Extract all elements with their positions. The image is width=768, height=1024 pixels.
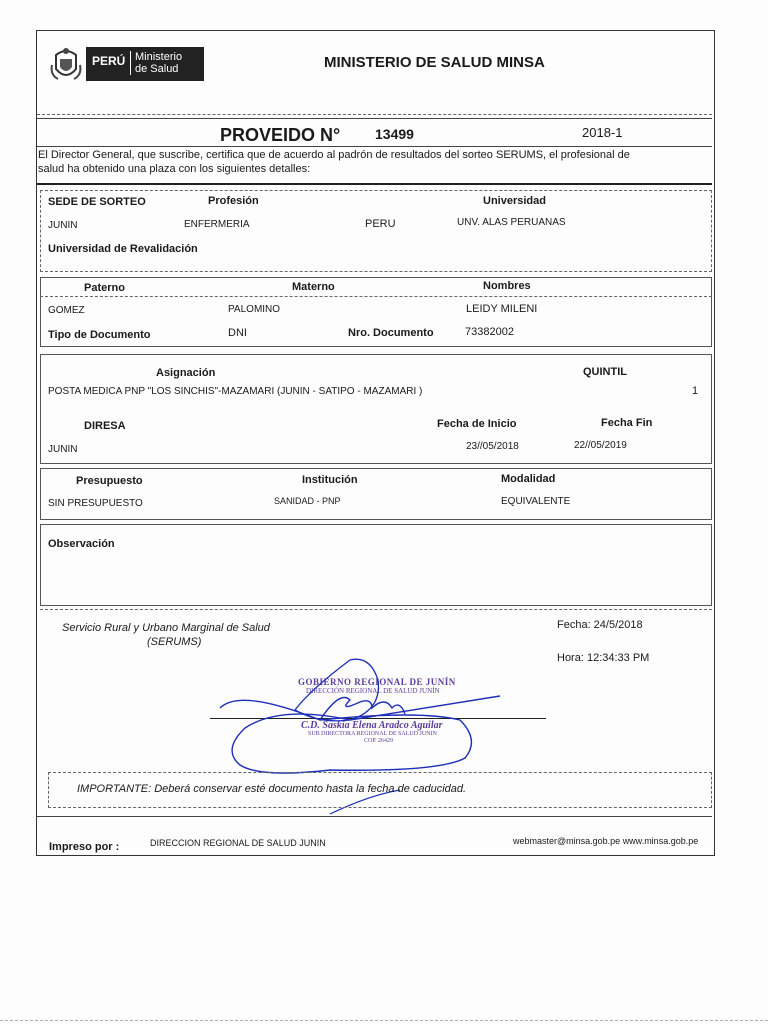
logo-country: PERÚ [92, 54, 126, 68]
universidad-value: UNV. ALAS PERUANAS [457, 217, 566, 228]
issue-date: Fecha: 24/5/2018 [557, 619, 643, 631]
materno-label: Materno [292, 281, 335, 293]
proveido-label: PROVEIDO N° [220, 125, 341, 145]
logo-ministry: Ministerio de Salud [135, 51, 183, 75]
signer-cop: COP. 26429 [364, 738, 394, 744]
proveido-period: 2018-1 [582, 125, 623, 140]
paterno-label: Paterno [84, 282, 125, 294]
intro-line-1: El Director General, que suscribe, certifica que de acuerdo al padrón de resultados del sorteo SERUMS, el profesional de [38, 149, 630, 161]
importante-note: IMPORTANTE: Deberá conservar esté documento hasta la fecha de caducidad. [77, 783, 467, 795]
pais-value: PERU [365, 218, 396, 230]
fecha-inicio-label: Fecha de Inicio [437, 418, 517, 430]
serums-line-1: Servicio Rural y Urbano Marginal de Salud [62, 622, 270, 634]
fecha-fin-label: Fecha Fin [601, 417, 653, 429]
intro-line-2: salud ha obtenido una plaza con los siguientes detalles: [38, 163, 311, 175]
issue-time: Hora: 12:34:33 PM [557, 652, 650, 664]
impreso-value: DIRECCION REGIONAL DE SALUD JUNIN [150, 838, 326, 848]
nombres-value: LEIDY MILENI [466, 303, 538, 315]
stamp-line-2: DIRECCIÓN REGIONAL DE SALUD JUNÍN [306, 687, 440, 695]
revalidacion-label: Universidad de Revalidación [48, 243, 198, 255]
diresa-value: JUNIN [48, 444, 78, 455]
profesion-label: Profesión [208, 195, 259, 207]
page-title: MINISTERIO DE SALUD MINSA [324, 54, 545, 71]
sede-label: SEDE DE SORTEO [48, 196, 146, 208]
institucion-value: SANIDAD - PNP [274, 496, 341, 506]
asignacion-label: Asignación [156, 367, 216, 379]
modalidad-value: EQUIVALENTE [501, 496, 571, 507]
materno-value: PALOMINO [228, 304, 281, 315]
presupuesto-label: Presupuesto [76, 475, 143, 487]
signer-name: C.D. Saskia Elena Aradco Aguilar [301, 720, 443, 731]
proveido-number: 13499 [375, 126, 414, 142]
profesion-value: ENFERMERIA [184, 219, 250, 230]
fecha-inicio-value: 23//05/2018 [466, 441, 519, 452]
universidad-label: Universidad [483, 195, 546, 207]
tipo-doc-label: Tipo de Documento [48, 329, 151, 341]
sede-value: JUNIN [48, 220, 78, 231]
asignacion-value: POSTA MEDICA PNP "LOS SINCHIS"-MAZAMARI (JUNIN - SATIPO - MAZAMARI ) [48, 386, 423, 397]
quintil-label: QUINTIL [583, 366, 627, 378]
web-contact: webmaster@minsa.gob.pe www.minsa.gob.pe [513, 836, 699, 846]
nro-doc-label: Nro. Documento [348, 327, 434, 339]
paterno-value: GOMEZ [48, 305, 85, 316]
modalidad-label: Modalidad [501, 473, 556, 485]
serums-line-2: (SERUMS) [147, 636, 202, 648]
signer-role: SUB DIRECTORA REGIONAL DE SALUD JUNIN [308, 731, 437, 737]
stamp-line-1: GOBIERNO REGIONAL DE JUNÍN [298, 677, 456, 687]
nombres-label: Nombres [483, 280, 531, 292]
coat-of-arms-icon [48, 45, 84, 85]
impreso-label: Impreso por : [49, 841, 120, 853]
quintil-value: 1 [692, 385, 699, 397]
tipo-doc-value: DNI [228, 327, 247, 339]
nro-doc-value: 73382002 [465, 326, 514, 338]
minsa-logo [48, 45, 204, 85]
observacion-label: Observación [48, 538, 115, 550]
diresa-label: DIRESA [84, 420, 126, 432]
fecha-fin-value: 22//05/2019 [574, 440, 627, 451]
section-observacion [40, 524, 712, 606]
institucion-label: Institución [302, 474, 358, 486]
presupuesto-value: SIN PRESUPUESTO [48, 498, 143, 509]
